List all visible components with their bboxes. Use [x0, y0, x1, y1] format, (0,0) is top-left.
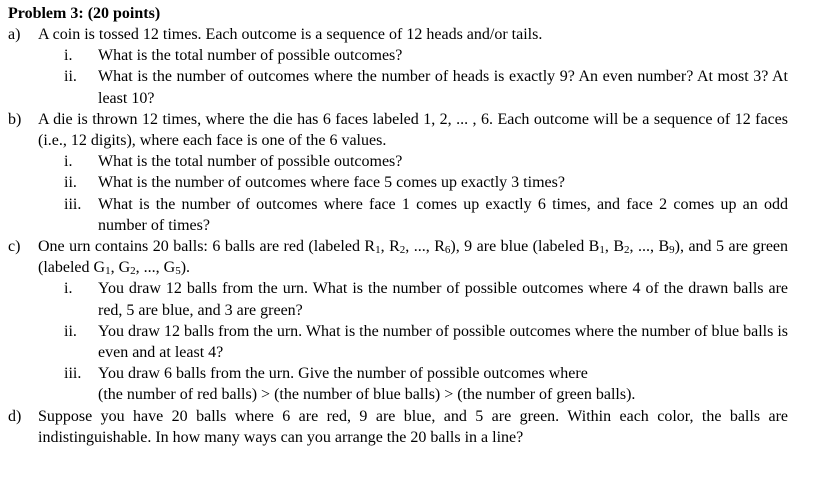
part-a-i-label: i.	[64, 47, 73, 65]
part-d	[8, 406, 788, 448]
sub-g5: 5	[175, 265, 181, 278]
part-c-text-6: , ..., B	[629, 238, 670, 256]
part-c-label: c)	[8, 238, 21, 256]
part-a-i	[64, 45, 788, 66]
sub-b1: 1	[599, 244, 605, 257]
part-c-i-text: You draw 12 balls from the urn. What is the number of possible outcomes where 4 of the drawn balls are red, 5 are blue, and 3 are green?	[98, 280, 788, 319]
part-a-text: A coin is tossed 12 times. Each outcome is a sequence of 12 heads and/or tails.	[38, 26, 543, 43]
part-b-ii-text: What is the number of outcomes where face 5 comes up exactly 3 times?	[98, 174, 565, 192]
part-a-label: a)	[8, 26, 21, 43]
part-c-ii-text: You draw 12 balls from the urn. What is the number of possible outcomes where the number of blue balls is even and at least 4?	[98, 322, 788, 362]
part-b-text: A die is thrown 12 times, where the die has 6 faces labeled 1, 2, ... , 6. Each outcome will be a sequence of 12 faces (i.e., 12 digits), where each face is one of the 6 values.	[38, 110, 788, 150]
part-c-ii	[64, 321, 788, 363]
part-d-label: d)	[8, 407, 22, 425]
part-d-text: Suppose you have 20 balls where 6 are red, 9 are blue, and 5 are green. Within each color, the balls are indistinguishable. In how many ways can you arrange the 20 balls in a line?	[38, 407, 788, 446]
part-c-text-3: , ..., R	[405, 238, 445, 256]
part-b	[8, 109, 788, 151]
sub-g2: 2	[130, 265, 136, 278]
part-a-ii	[64, 66, 788, 108]
part-a	[8, 24, 788, 45]
sub-g1: 1	[105, 265, 111, 278]
part-c-ii-label: ii.	[64, 322, 77, 340]
part-c-i	[64, 278, 788, 320]
part-c-text-10: ).	[180, 259, 191, 277]
part-c-iii-line2: (the number of red balls) > (the number of blue balls) > (the number of green balls).	[98, 386, 636, 404]
sub-r2: 2	[399, 244, 406, 257]
part-b-i-text: What is the total number of possible outcomes?	[98, 153, 403, 171]
part-c-iii-label: iii.	[64, 365, 82, 383]
part-c-text-2: , R	[380, 238, 400, 256]
part-b-ii-label: ii.	[64, 174, 77, 192]
part-c-text-8: , G	[110, 259, 131, 277]
sub-b2: 2	[624, 244, 630, 257]
part-c-iii-line1: You draw 6 balls from the urn. Give the number of possible outcomes where	[98, 365, 588, 383]
sub-b9: 9	[669, 244, 675, 257]
sub-r6: 6	[444, 244, 451, 257]
part-c-text-4: ), 9 are blue (labeled B	[450, 238, 600, 256]
part-c-text	[38, 236, 788, 278]
part-c-text-7: ), and 5 are green (labeled G	[38, 238, 789, 277]
part-a-ii-text: What is the number of outcomes where the number of heads is exactly 9? An even number? At most 3? At least 10?	[98, 68, 788, 107]
part-c-text-9: , ..., G	[135, 259, 176, 277]
part-a-ii-label: ii.	[64, 68, 77, 86]
part-c-text-1: One urn contains 20 balls: 6 balls are red (labeled R	[38, 238, 376, 256]
part-c-iii-text	[98, 363, 788, 405]
part-b-label: b)	[8, 110, 22, 128]
part-a-i-text: What is the total number of possible outcomes?	[98, 47, 403, 65]
sub-r1: 1	[375, 244, 381, 257]
problem-title: Problem 3: (20 points)	[8, 5, 161, 22]
part-b-i	[64, 151, 788, 172]
part-c-text-5: , B	[604, 238, 625, 256]
part-b-iii-text: What is the number of outcomes where face 1 comes up exactly 6 times, and face 2 comes up an odd number of times?	[98, 195, 788, 234]
part-b-iii-label: iii.	[64, 195, 82, 213]
part-c	[8, 236, 788, 278]
part-c-i-label: i.	[64, 280, 73, 298]
part-b-iii	[64, 194, 788, 236]
part-c-iii	[64, 363, 788, 405]
part-b-i-label: i.	[64, 153, 73, 171]
part-b-ii	[64, 172, 788, 193]
